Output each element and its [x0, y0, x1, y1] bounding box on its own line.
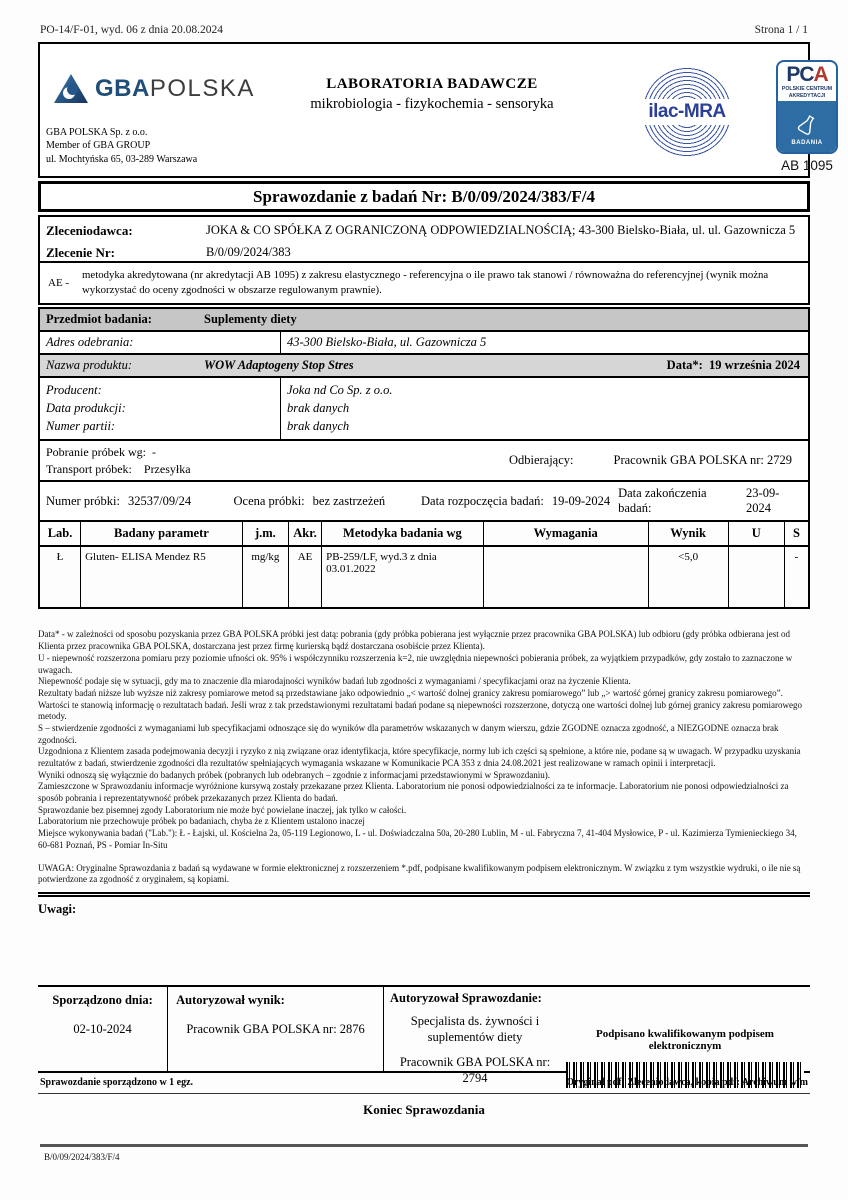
note-line: S – stwierdzenie zgodności z wymaganiami lub specyfikacjami odnoszące się do wyników dla parametrów wskazanych w danym wierszu, gdzie ZGODNE oznacza zgodność, a NIEZGODNE oznacza brak zgodności. — [38, 722, 779, 745]
adres-value: 43-300 Bielsko-Biała, ul. Gazownicza 5 — [280, 332, 808, 353]
zlecenie-nr-value: B/0/09/2024/383 — [206, 245, 291, 259]
ae-text: metodyka akredytowana (nr akredytacji AB 1095) z zakresu elastycznego - referencyjna o ile prawo tak stanowi / równoważna do referencyjnej (wynik można wykorzystać do oceny zgodności w obszarze regulowanym prawnie). — [82, 269, 769, 296]
cell-jm: mg/kg — [242, 546, 288, 608]
results-table — [38, 520, 810, 609]
ae-label: AE - — [48, 276, 70, 289]
document-code: PO-14/F-01, wyd. 06 z dnia 20.08.2024 — [40, 24, 224, 36]
col-akr: Akr. — [288, 521, 321, 546]
report-title: Sprawozdanie z badań Nr: B/0/09/2024/383/F/4 — [253, 186, 595, 206]
przedmiot-row — [40, 309, 808, 332]
note-line: U - niepewność rozszerzona pomiaru przy poziomie ufności ok. 95% i współczynniku rozszerzenia k=2, nie uwzględnia niepewności pobierania próbek, za wyjątkiem przypadków, gdy zostało to zaznaczone w uwagach. — [38, 652, 793, 675]
note-line: Niepewność podaje się w sytuacji, gdy ma to znaczenie dla miarodajności wyników badań lub zgodności z wymaganiami / specyfikacjami oraz na życzenie Klienta. — [38, 676, 631, 687]
sample-section — [38, 307, 810, 520]
pca-center-line: AKREDYTACJI — [788, 92, 826, 99]
nazwa-row — [40, 355, 808, 378]
cell-s: - — [784, 546, 809, 608]
pobranie-row — [40, 441, 808, 483]
pobranie-value: - — [151, 444, 156, 459]
flask-icon — [796, 113, 818, 137]
col-metodyka: Metodyka badania wg — [322, 521, 484, 546]
footer-report-code: B/0/09/2024/383/F/4 — [44, 1152, 120, 1162]
ocena-value: bez zastrzeżeń — [312, 493, 386, 508]
numer-partii-value: brak danych — [287, 419, 350, 434]
note-uwaga: UWAGA: Oryginalne Sprawozdania z badań są wydawane w formie elektronicznej z rozszerzeniem *.pdf, podpisane kwalifikowanym podpisem elektronicznym. W związku z tym wszystkie wydruki, o ile nie są potwierdzone za zgodność z oryginałem, są kopiami. — [38, 862, 801, 885]
lab-name — [272, 76, 592, 113]
adres-label: Adres odebrania: — [46, 335, 134, 350]
data-produkcji-value: brak danych — [287, 400, 350, 415]
cell-akr: AE — [288, 546, 321, 608]
numer-probki-row — [40, 482, 808, 520]
egzemplarz-text: Sprawozdanie sporządzono w 1 egz. — [40, 1076, 194, 1088]
results-header-row — [39, 521, 809, 546]
page-header — [0, 0, 848, 42]
autoryzowal-wynik-value: Pracownik GBA POLSKA nr: 2876 — [186, 1021, 365, 1036]
company-line: GBA POLSKA Sp. z o.o. — [46, 126, 148, 138]
uwagi-label: Uwagi: — [38, 901, 77, 916]
ilac-mra-logo — [641, 66, 733, 158]
col-wymagania: Wymagania — [483, 521, 648, 546]
autoryzowal-wynik-cell — [168, 987, 384, 1071]
gba-polska-logo — [54, 74, 255, 103]
adres-row — [40, 332, 808, 355]
logo-text-gba: GBA — [95, 74, 150, 102]
sporzadzono-value: 02-10-2024 — [73, 1021, 132, 1036]
client-section — [38, 215, 810, 305]
odbierajacy-value: Pracownik GBA POLSKA nr: 2729 — [613, 453, 792, 468]
ae-note — [40, 261, 808, 303]
note-line: Zamieszczone w Sprawozdaniu informacje wyróżnione kursywą zostały przekazane przez Klienta. Laboratorium nie ponosi odpowiedzialności za te informacje. Laboratorium nie ponosi odpowiedzialności za sposób pobrania i reprezentatywność próbek przekazanych przez Klienta do badań. — [38, 781, 789, 804]
sporzadzono-label: Sporządzono dnia: — [52, 992, 153, 1007]
col-lab: Lab. — [39, 521, 81, 546]
zleceniodawca-label: Zleceniodawca: — [46, 223, 133, 238]
oryginal-text: Oryginał pdf: Zleceniodawca, kopia pdf: Archiwum w/m — [566, 1076, 808, 1088]
specjalista-text: Specjalista ds. żywności i suplementów diety — [410, 1013, 540, 1044]
page-number: Strona 1 / 1 — [754, 24, 808, 36]
col-badany-parametr: Badany parametr — [81, 521, 243, 546]
col-jm: j.m. — [242, 521, 288, 546]
note-line: Miejsce wykonywania badań ("Lab."): Ł - Łajski, ul. Kościelna 2a, 05-119 Legionowo, L - ul. Doświadczalna 50a, 20-280 Lublin, M - ul. Fabryczna 7, 41-404 Mysłowice, P - ul. Kazimierza Tymienieckiego 34, 60-681 Poznań, PS - Pomiar In-Situ — [38, 828, 797, 850]
zleceniodawca-value: JOKA & CO SPÓŁKA Z OGRANICZONĄ ODPOWIEDZIALNOŚCIĄ; 43-300 Bielsko-Biała, ul. ul. Gazownicza 5 — [206, 223, 796, 237]
data-zakonczenia-value: 23-09-2024 — [746, 486, 780, 516]
accreditation-number: AB 1095 — [781, 158, 833, 173]
note-line: Wyniki odnoszą się wyłącznie do badanych próbek (pobranych lub odebranych – zgodnie z informacjami przedstawionymi w Sprawozdaniu). — [38, 769, 551, 780]
numer-probki-label: Numer próbki: — [46, 493, 120, 508]
cell-u — [728, 546, 784, 608]
company-line: ul. Mochtyńska 65, 03-289 Warszawa — [46, 153, 198, 165]
lab-subtitle: mikrobiologia - fizykochemia - sensoryka — [310, 96, 554, 112]
numer-probki-value: 32537/09/24 — [127, 493, 192, 508]
table-row — [39, 546, 809, 608]
podpisano-text: Podpisano kwalifikowanym podpisem elektronicznym — [596, 1027, 774, 1052]
cell-wymagania — [483, 546, 648, 608]
company-address — [46, 126, 197, 167]
note-line: Rezultaty badań niższe lub wyższe niż zakresy pomiarowe metod są przedstawiane jako odpowiednio „< wartość dolnej granicy zakresu pomiarowego” lub „> wartość górnej granicy zakresu pomiarowego”. Wartości te stanowią informację o rezultatach badań. Jeśli wraz z tak przedstawionymi rezultatami badań podane są niepewności rozszerzone, dotyczą one wartości dolnej lub górnej granicy zakresu pomiarowego metody. — [38, 687, 802, 722]
ocena-label: Ocena próbki: — [233, 493, 305, 508]
note-line: Uzgodniona z Klientem zasada podejmowania decyzji i ryzyko z nią związane oraz identyfikacja, które specyfikacje, normy lub ich części są spełnione, a które nie, podane są w uwagach. W przypadku uzyskania rezultatów z badań, stwierdzenie zgodności dla rezultatów spełniających wymagania wskazane w Komunikacie PCA 353 z dnia 24.08.2021 jest realizowane w ramach opinii i interpretacji. — [38, 746, 801, 769]
pca-badania-label: BADANIA — [791, 139, 823, 146]
cell-lab: Ł — [39, 546, 81, 608]
autoryzowal-wynik-label: Autoryzował wynik: — [176, 992, 285, 1007]
company-line: Member of GBA GROUP — [46, 140, 151, 151]
data-star: Data*: 19 września 2024 — [666, 358, 800, 373]
odbierajacy-label: Odbierający: — [508, 453, 574, 468]
transport-label: Transport próbek: — [46, 461, 132, 476]
numer-partii-label: Numer partii: — [46, 419, 116, 434]
nazwa-value: WOW Adaptogeny Stop Stres — [204, 358, 354, 373]
producent-value: Joka nd Co Sp. z o.o. — [287, 382, 393, 397]
przedmiot-label: Przedmiot badania: — [46, 312, 152, 327]
autoryzowal-spr-label: Autoryzował Sprawozdanie: — [390, 990, 542, 1005]
cell-parametr: Gluten- ELISA Mendez R5 — [81, 546, 243, 608]
przedmiot-value: Suplementy diety — [204, 312, 297, 327]
col-wynik: Wynik — [648, 521, 728, 546]
footer-divider — [40, 1144, 808, 1147]
logo-text-polska: POLSKA — [149, 74, 255, 102]
data-rozpoczecia-value: 19-09-2024 — [551, 493, 611, 508]
pobranie-label: Pobranie próbek wg: — [46, 444, 146, 459]
cell-metodyka: PB-259/LF, wyd.3 z dnia 03.01.2022 — [322, 546, 484, 608]
lab-title: LABORATORIA BADAWCZE — [326, 76, 538, 92]
ilac-mra-text: ilac-MRA — [641, 99, 733, 125]
note-line: Data* - w zależności od sposobu pozyskania przez GBA POLSKA próbki jest datą: pobrania (gdy próbka pobierana jest wyłącznie przez pracownika GBA POLSKA) lub odbioru (gdy próbka odbierana jest od Klienta przez pracownika GBA POLSKA, dostarczana jest przez firmę kurierską bądź dostarczana osobiście przez Klienta). — [38, 629, 791, 652]
col-s: S — [784, 521, 809, 546]
sporzadzono-cell — [38, 987, 168, 1071]
note-line: Laboratorium nie przechowuje próbek po badaniach, chyba że z Klientem ustalono inaczej — [38, 816, 365, 827]
pracownik-text: Pracownik GBA POLSKA nr: 2794 — [399, 1055, 551, 1085]
gba-triangle-icon — [54, 74, 88, 103]
zlecenie-nr-label: Zlecenie Nr: — [46, 245, 115, 260]
pca-center-line: POLSKIE CENTRUM — [781, 86, 833, 92]
note-line: Sprawozdanie bez pisemnej zgody Laboratorium nie może być powielane inaczej, jak tylko w całości. — [38, 804, 407, 815]
legal-notes — [38, 629, 810, 896]
pca-acronym-a: A — [813, 63, 828, 86]
letterhead — [38, 42, 833, 178]
data-produkcji-label: Data produkcji: — [46, 400, 126, 415]
pca-logo — [776, 60, 838, 178]
transport-value: Przesyłka — [143, 461, 191, 476]
cell-wynik: <5,0 — [648, 546, 728, 608]
col-u: U — [728, 521, 784, 546]
end-of-report: Koniec Sprawozdania — [363, 1101, 485, 1117]
data-zakonczenia-label: Data zakończenia badań: — [618, 486, 707, 516]
producent-block — [40, 378, 808, 441]
producent-label: Producent: — [46, 382, 102, 397]
nazwa-label: Nazwa produktu: — [46, 358, 132, 373]
data-rozpoczecia-label: Data rozpoczęcia badań: — [421, 493, 544, 508]
report-title-bar — [38, 181, 810, 212]
pca-acronym: PC — [786, 63, 814, 86]
